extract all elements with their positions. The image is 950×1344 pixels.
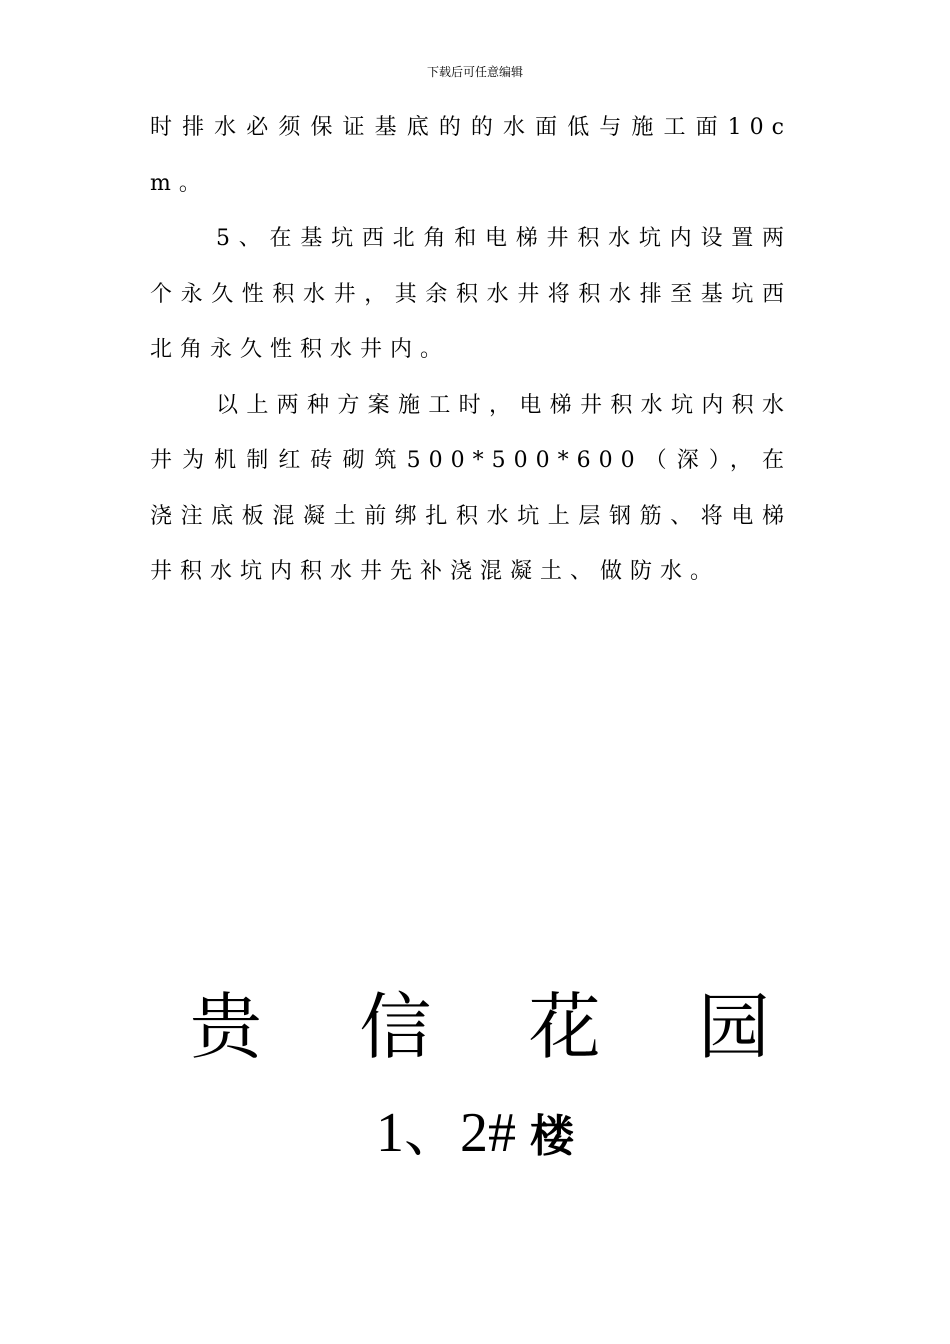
cover-subtitle-word: 楼 — [530, 1111, 574, 1162]
cover-title — [190, 982, 770, 1072]
paragraph-summary: 以上两种方案施工时，电梯井积水坑内积水井为机制红砖砌筑500*500*600（深），在浇注底板混凝土前绑扎积水坑上层钢筋、将电梯井积水坑内积水井先补浇混凝土、做防水。 — [150, 392, 792, 584]
cover-title-char: 园 — [697, 985, 770, 1069]
body-text — [150, 100, 792, 600]
header-note: 下载后可任意编辑 — [426, 65, 523, 79]
cover-title-char: 花 — [528, 985, 601, 1069]
cover-subtitle-number: 1、2# — [376, 1102, 516, 1164]
paragraph-item-5: 5、在基坑西北角和电梯井积水坑内设置两个永久性积水井，其余积水井将积水排至基坑西北角永久性积水井内。 — [150, 226, 792, 362]
cover-subtitle — [0, 1098, 950, 1172]
cover-title-char: 贵 — [190, 985, 263, 1069]
paragraph-continuation: 时排水必须保证基底的的水面低与施工面10cm。 — [150, 115, 792, 196]
cover-title-char: 信 — [359, 985, 432, 1069]
